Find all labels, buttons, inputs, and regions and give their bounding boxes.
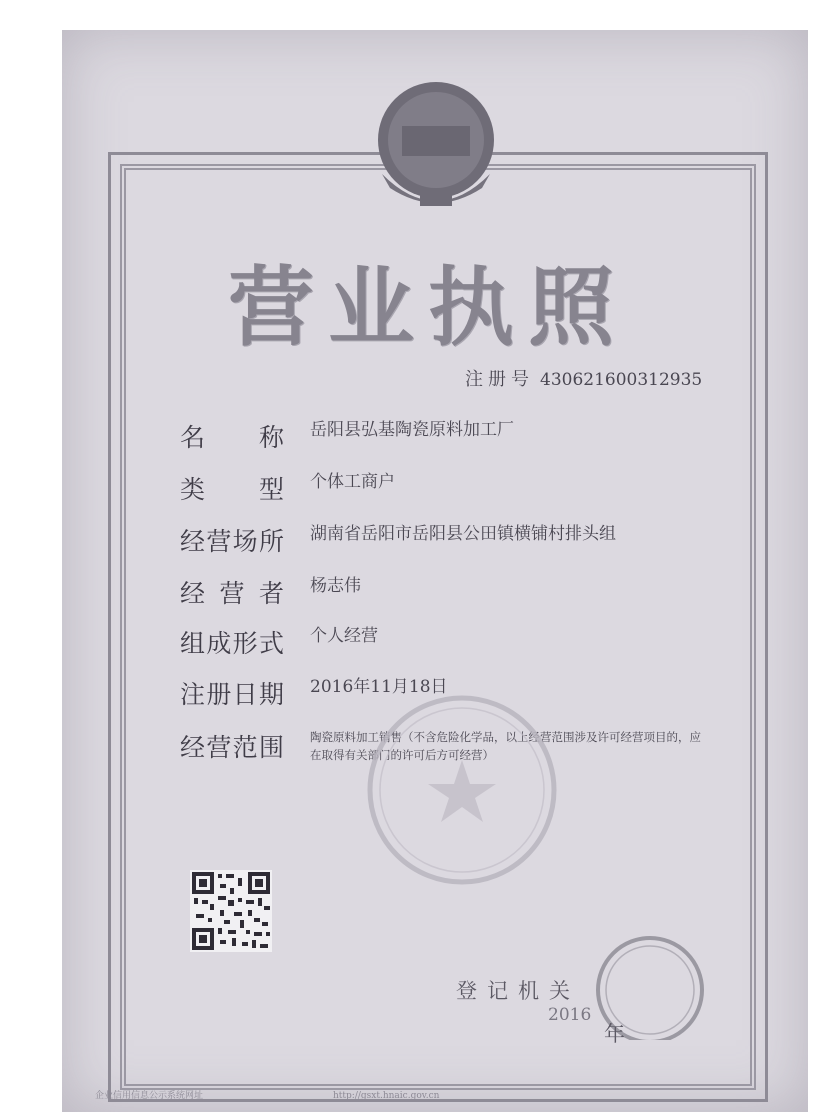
footer-notice-text: 企业信用信息公示系统网址: [95, 1091, 204, 1101]
field-value: 杨志伟: [310, 576, 361, 596]
field-value: 陶瓷原料加工销售（不含危险化学品，以上经营范围涉及许可经营项目的，应在取得有关部门的许可后方可经营）: [310, 730, 701, 762]
registration-number-line: [465, 365, 702, 391]
registration-authority-label: 登记机关: [456, 979, 580, 1003]
footer-url: http://gsxt.hnaic.gov.cn: [333, 1091, 440, 1101]
footer-notice: [95, 1088, 439, 1101]
field-label: 名 称: [180, 423, 284, 452]
field-premises: [180, 522, 616, 558]
field-type: [180, 470, 395, 506]
field-value: 个体工商户: [310, 472, 395, 492]
qr-code-icon: [190, 870, 272, 952]
authority-year: 2016: [548, 1005, 592, 1025]
document-title: 营业执照: [228, 258, 628, 358]
field-label: 类 型: [180, 475, 284, 504]
registration-label: 注册号: [465, 369, 534, 390]
field-value: 2016年11月18日: [310, 677, 448, 697]
field-label: 经 营 者: [180, 579, 284, 608]
field-value: 岳阳县弘基陶瓷原料加工厂: [310, 420, 514, 440]
field-value: 湖南省岳阳市岳阳县公田镇横铺村排头组: [310, 524, 616, 544]
field-operator: [180, 574, 361, 610]
field-label: 组成形式: [180, 629, 284, 658]
field-label: 经营范围: [180, 733, 284, 762]
authority-year-suffix: 年: [604, 1022, 625, 1046]
national-emblem-icon: [362, 78, 510, 218]
field-form: [180, 624, 378, 660]
field-label: 注册日期: [180, 680, 284, 709]
field-name: [180, 418, 514, 454]
red-seal-icon: [362, 690, 562, 890]
field-value: 个人经营: [310, 626, 378, 646]
registration-number: 430621600312935: [540, 370, 703, 390]
field-label: 经营场所: [180, 527, 284, 556]
